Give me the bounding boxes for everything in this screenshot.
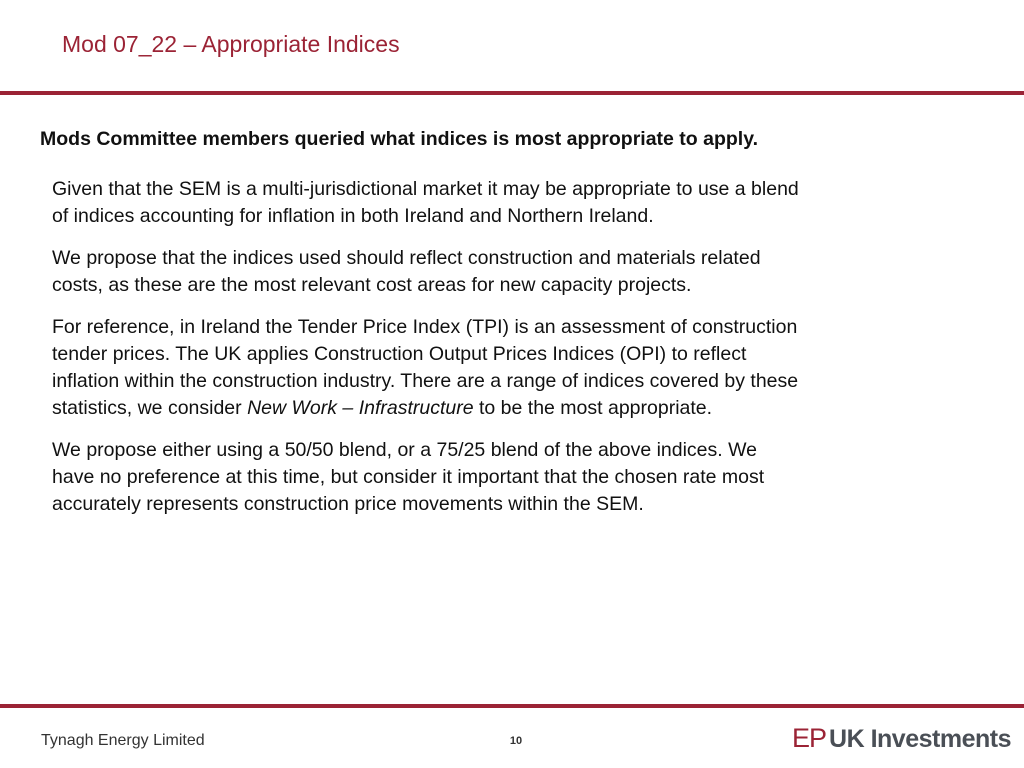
company-logo bbox=[792, 723, 1011, 755]
paragraph-line: of indices accounting for inflation in both Ireland and Northern Ireland. bbox=[52, 205, 654, 227]
title-divider bbox=[0, 91, 1024, 95]
logo-name: UK Investments bbox=[829, 725, 1011, 753]
logo-prefix: EP bbox=[792, 723, 827, 753]
lead-statement: Mods Committee members queried what indices is most appropriate to apply. bbox=[40, 128, 759, 150]
paragraph-line: inflation within the construction industry. There are a range of indices covered by these bbox=[52, 370, 799, 392]
body-text bbox=[52, 176, 952, 533]
emphasis-new-work: New Work bbox=[247, 397, 337, 419]
footer-divider bbox=[0, 704, 1024, 708]
paragraph-line-before: statistics, we consider bbox=[52, 397, 248, 419]
paragraph-indices-reflect bbox=[52, 245, 952, 299]
paragraph-line: For reference, in Ireland the Tender Price Index (TPI) is an assessment of construction bbox=[52, 316, 798, 338]
paragraph-blend bbox=[52, 176, 952, 230]
paragraph-line: Given that the SEM is a multi-jurisdictional market it may be appropriate to use a blend bbox=[52, 178, 799, 200]
paragraph-line: accurately represents construction price movements within the SEM. bbox=[52, 493, 644, 515]
page-number: 10 bbox=[509, 735, 523, 747]
paragraph-line-after: to be the most appropriate. bbox=[473, 397, 713, 419]
paragraph-line: costs, as these are the most relevant cost areas for new capacity projects. bbox=[52, 274, 692, 296]
paragraph-line: We propose that the indices used should reflect construction and materials related bbox=[52, 247, 761, 269]
paragraph-line: have no preference at this time, but consider it important that the chosen rate most bbox=[52, 466, 765, 488]
paragraph-proposal bbox=[52, 437, 952, 518]
paragraph-line: We propose either using a 50/50 blend, or a 75/25 blend of the above indices. We bbox=[52, 439, 758, 461]
footer-company: Tynagh Energy Limited bbox=[41, 732, 205, 749]
paragraph-line: tender prices. The UK applies Construction Output Prices Indices (OPI) to reflect bbox=[52, 343, 747, 365]
slide-title: Mod 07_22 – Appropriate Indices bbox=[62, 31, 400, 57]
paragraph-reference bbox=[52, 314, 952, 422]
emphasis-infrastructure: Infrastructure bbox=[358, 397, 474, 419]
emphasis-dash: – bbox=[337, 397, 359, 419]
